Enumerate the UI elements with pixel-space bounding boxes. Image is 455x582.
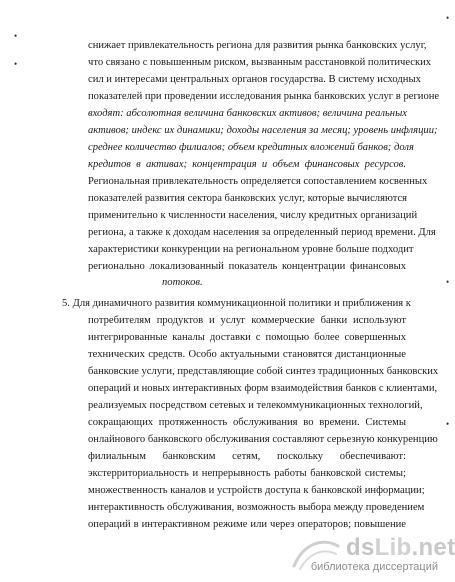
scan-mark: • <box>14 31 18 41</box>
text-line: потребителям продуктов и услуг коммерческие банки используют <box>88 315 406 326</box>
text-line: применительно к численности населения, числу кредитных организаций <box>88 210 418 221</box>
scan-mark: • <box>446 13 450 23</box>
text-line: сокращающих протяженность обслуживания во времени. Системы <box>88 417 406 428</box>
dslib-watermark <box>288 534 455 574</box>
text-line: среднее количество филиалов; объем кредитных вложений банков; доля <box>88 142 414 153</box>
text-line: онлайнового банковского обслуживания составляют серьезную конкуренцию <box>88 434 438 445</box>
scan-mark: • <box>446 277 450 287</box>
text-line: филиальным банковским сетям, поскольку обеспечивают: <box>88 451 406 462</box>
text-line: показателей развития сектора банковских услуг, которые вычисляются <box>88 193 408 204</box>
text-line: операций и новых интерактивных форм взаимодействия банков с клиентами, <box>88 383 438 394</box>
text-line: операций в интерактивном режиме или через операторов; повышение <box>88 519 406 530</box>
text-line: кредитов в активах; концентрация и объем финансовых ресурсов. <box>88 159 406 170</box>
text-line: что связано с повышенным риском, вызванным расстановкой политических <box>88 57 432 68</box>
text-line: банковские услуги, представляющие собой синтез традиционных банковских <box>88 366 439 377</box>
text-line: 5. Для динамичного развития коммуникационной политики и приближения к <box>62 298 411 309</box>
text-line: Региональная привлекательность определяется сопоставлением косвенных <box>88 176 428 187</box>
text-line: региона, а также к доходам населения за определенный период времени. Для <box>88 227 436 238</box>
text-line: входят: абсолютная величина банковских активов; величина реальных <box>88 108 407 119</box>
text-line: реализуемых посредством сетевых и телекоммуникационных технологий, <box>88 400 423 411</box>
text-line: экстерриториальность и непрерывность работы банковской системы; <box>88 468 406 479</box>
text-line: интегрированные каналы доставки с помощью более совершенных <box>88 332 406 343</box>
dslib-caption: библиотека диссертаций <box>310 561 438 573</box>
text-line: активов; индекс их динамики; доходы населения за месяц; уровень инфляции; <box>88 125 438 136</box>
scan-mark: • <box>14 59 18 69</box>
text-line: интерактивность обслуживания, возможность выбора между проведением <box>88 502 425 513</box>
text-line: множественность каналов и устройств доступа к банковской информации; <box>88 485 425 496</box>
dslib-site-name: dsLib.net <box>346 534 455 561</box>
text-line: потоков. <box>162 277 203 288</box>
text-line: характеристики конкуренции на региональном уровне больше подходит <box>88 244 414 255</box>
text-line: показателей при проведении исследования рынка банковских услуг в регионе <box>88 91 440 102</box>
text-line: сил и интересами центральных органов государства. В систему исходных <box>88 74 421 85</box>
text-line: технических средств. Особо актуальными становятся дистанционные <box>88 349 406 360</box>
text-line: регионально локализованный показатель концентрации финансовых <box>88 261 406 272</box>
scan-mark: • <box>446 419 450 429</box>
text-line: снижает привлекательность региона для развития рынка банковских услуг, <box>88 40 427 51</box>
